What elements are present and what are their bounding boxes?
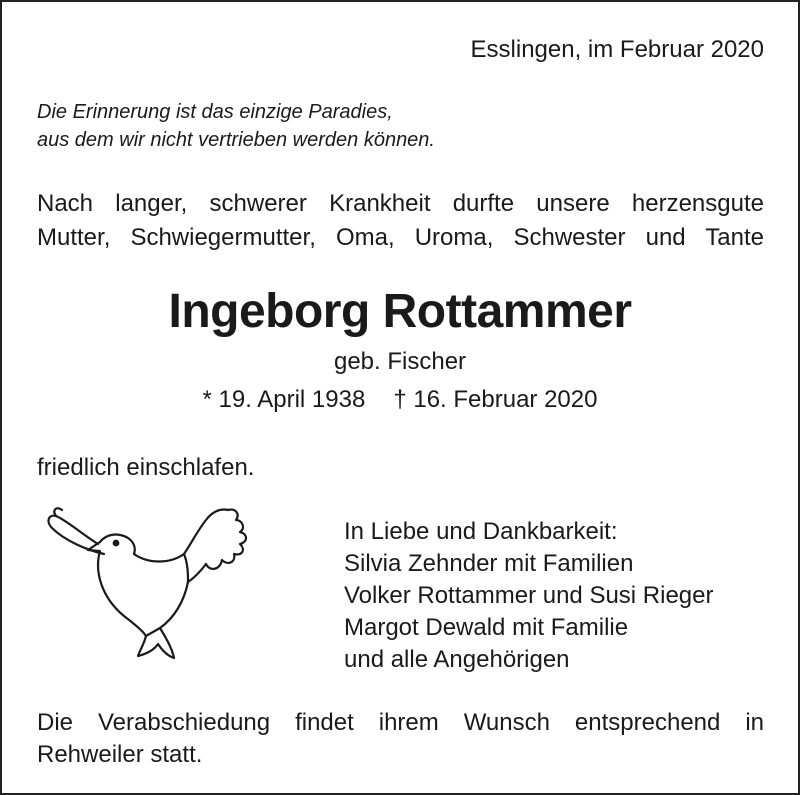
family-signature [344, 516, 714, 676]
family-line: und alle Angehörigen [344, 646, 570, 673]
intro-line: Mutter, Schwiegermutter, Oma, Uroma, Schwester und Tante [37, 224, 764, 251]
death-date: † 16. Februar 2020 [393, 386, 598, 413]
farewell-line: Rehweiler statt. [37, 741, 203, 768]
family-line: Volker Rottammer und Susi Rieger [344, 582, 714, 609]
closing-phrase: friedlich einschlafen. [37, 454, 255, 481]
maiden-name: geb. Fischer [333, 348, 467, 375]
family-line: Margot Dewald mit Familie [344, 614, 629, 641]
quote-line: aus dem wir nicht vertrieben werden können. [37, 129, 435, 151]
farewell-text [37, 707, 764, 771]
family-line: Silvia Zehnder mit Familien [344, 550, 634, 577]
deceased-name: Ingeborg Rottammer [168, 285, 632, 338]
quote-line: Die Erinnerung ist das einzige Paradies, [37, 101, 393, 123]
life-dates [2, 386, 798, 414]
intro-text [37, 187, 764, 255]
dove-icon [42, 498, 257, 663]
family-line: In Liebe und Dankbarkeit: [344, 518, 618, 545]
farewell-line: Die Verabschiedung findet ihrem Wunsch entsprechend in [37, 709, 764, 736]
place-date: Esslingen, im Februar 2020 [470, 36, 764, 63]
intro-line: Nach langer, schwerer Krankheit durfte unsere herzensgute [37, 190, 764, 217]
memorial-quote [37, 98, 435, 154]
birth-date: * 19. April 1938 [202, 386, 366, 413]
